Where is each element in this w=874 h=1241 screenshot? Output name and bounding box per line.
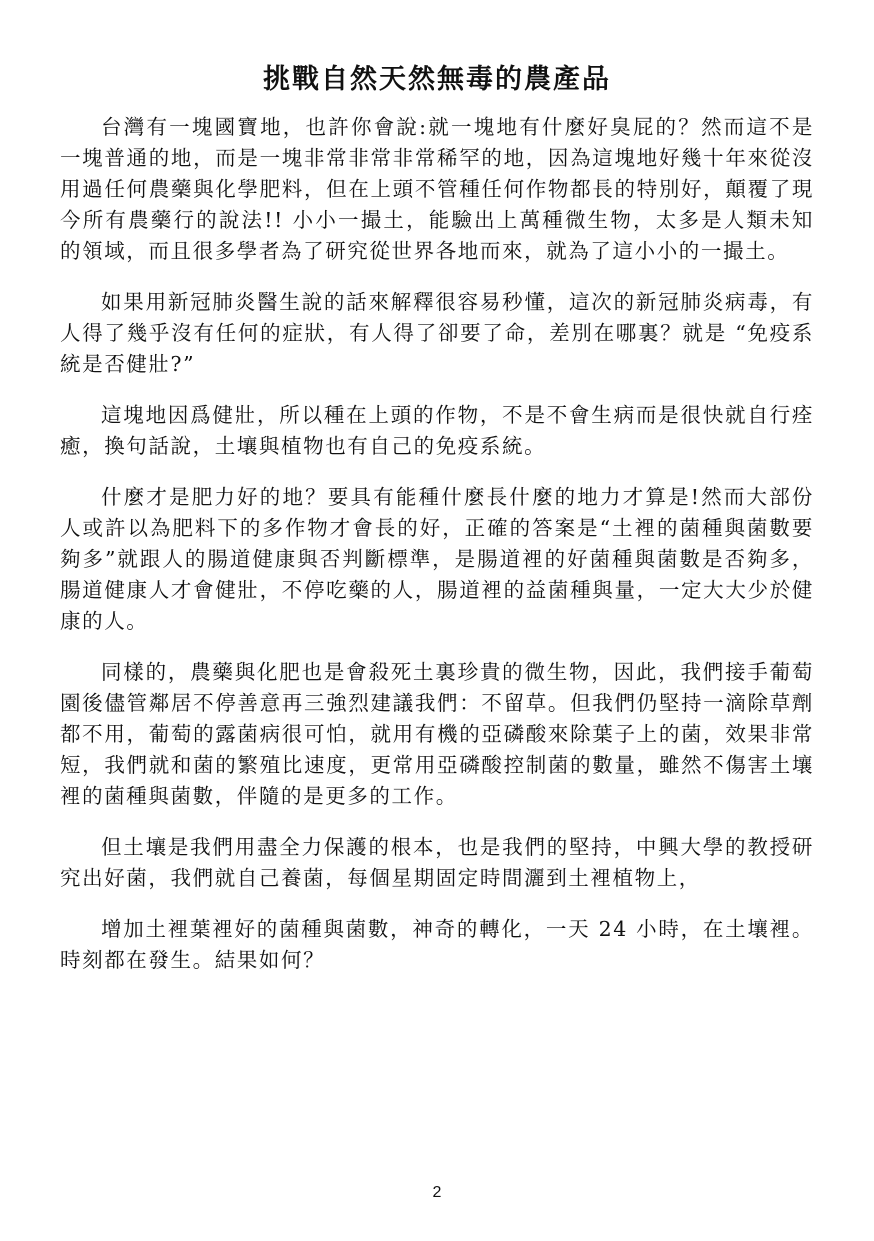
- page-title: 挑戰自然天然無毒的農產品: [263, 64, 611, 95]
- paragraph-3: 這塊地因爲健壯，所以種在上頭的作物，不是不會生病而是很快就自行痊癒，換句話說，土壤與植物也有自己的免疫系統。: [60, 403, 814, 458]
- paragraph-4: 什麼才是肥力好的地？要具有能種什麼長什麼的地力才算是!然而大部份人或許以為肥料下的多作物才會長的好，正確的答案是“土裡的菌種與菌數要夠多”就跟人的腸道健康與否判斷標準，是腸道裡的好菌種與菌數是否夠多，腸道健康人才會健壯，不停吃藥的人，腸道裡的益菌種與量，一定大大少於健康的人。: [60, 485, 814, 633]
- paragraph-6: 但土壤是我們用盡全力保護的根本，也是我們的堅持，中興大學的教授研究出好菌，我們就自己養菌，每個星期固定時間灑到土裡植物上，: [60, 835, 814, 890]
- body-text: [60, 112, 814, 996]
- page-number: 2: [432, 1184, 442, 1201]
- paragraph-1: 台灣有一塊國寶地，也許你會說:就一塊地有什麼好臭屁的？然而這不是一塊普通的地，而是一塊非常非常非常稀罕的地，因為這塊地好幾十年來從沒用過任何農藥與化學肥料，但在上頭不管種任何作物都長的特別好，顛覆了現今所有農藥行的說法!! 小小一撮土，能驗出上萬種微生物，太多是人類未知的領域，而且很多學者為了研究從世界各地而來，就為了這小小的一撮土。: [60, 115, 814, 263]
- paragraph-2: 如果用新冠肺炎醫生說的話來解釋很容易秒懂，這次的新冠肺炎病毒，有人得了幾乎沒有任何的症狀，有人得了卻要了命，差別在哪裏？就是 “免疫系統是否健壯?”: [60, 290, 814, 376]
- paragraph-5: 同樣的，農藥與化肥也是會殺死土裏珍貴的微生物，因此，我們接手葡萄園後儘管鄰居不停善意再三強烈建議我們：不留草。但我們仍堅持一滴除草劑都不用，葡萄的露菌病很可怕，就用有機的亞磷酸來除葉子上的菌，效果非常短，我們就和菌的繁殖比速度，更常用亞磷酸控制菌的數量，雖然不傷害土壤裡的菌種與菌數，伴隨的是更多的工作。: [60, 660, 814, 808]
- paragraph-7: 增加土裡葉裡好的菌種與菌數，神奇的轉化，一天 24 小時，在土壤裡。時刻都在發生。結果如何？: [60, 917, 814, 972]
